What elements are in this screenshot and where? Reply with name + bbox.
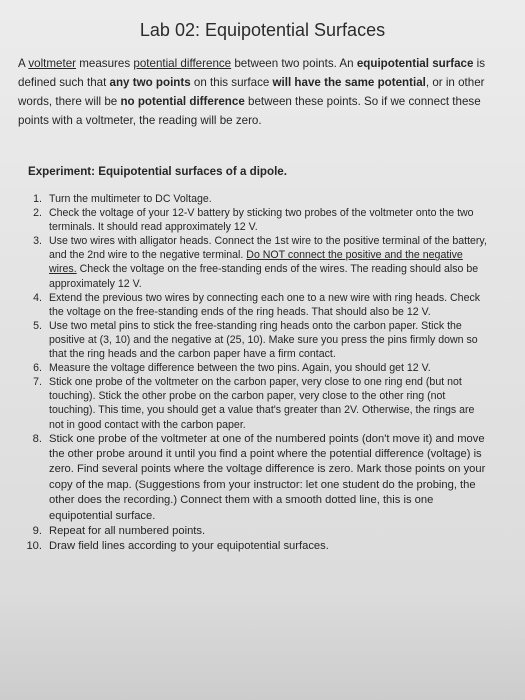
step-number: 8.	[32, 432, 42, 445]
step-text: Stick one probe of the voltmeter on the carbon paper, very close to one ring end (but not touching). Stick the other probe on the carbon paper, very close to the other ring (not touching). This time, you should get a value that's greater than 2V. Otherwise, the rings are not in good contact with the carbon paper.	[49, 376, 475, 431]
step-number: 3.	[33, 235, 42, 248]
intro-text: , or in other words, there will be	[18, 76, 485, 108]
step-number: 1.	[33, 193, 42, 205]
step-item	[20, 524, 490, 539]
step-item	[20, 432, 490, 524]
intro-text: is defined such that	[18, 57, 486, 89]
term-no-potential-difference: no potential difference	[120, 95, 245, 108]
page-title: Lab 02: Equipotential Surfaces	[139, 20, 386, 40]
step-number: 4.	[33, 291, 42, 304]
step-text: Turn the multimeter to DC Voltage.	[49, 193, 212, 205]
step-item	[20, 234, 490, 290]
steps-list	[20, 192, 490, 555]
step-item	[20, 206, 490, 234]
step-text: Measure the voltage difference between the two pins. Again, you should get 12 V.	[49, 362, 431, 375]
step-text: Stick one probe of the voltmeter at one of the numbered points (don't move it) and move the other probe around it until you find a point where the potential difference (voltage) is zero. Find several points where the voltage difference is zero. Mark those points on your copy of the map. (Suggestions from your instructor: let one student do the probing, the other does the recording.) Connect them with a smooth dotted line, this is one equipotential surface.	[49, 432, 486, 522]
term-voltmeter: voltmeter	[28, 57, 77, 70]
intro-text: between two points. An	[231, 57, 357, 70]
intro-text: A	[18, 57, 29, 70]
step-item	[20, 192, 490, 206]
step-warning: Do NOT connect the positive and the negative wires.	[49, 249, 463, 276]
step-number: 7.	[33, 376, 42, 389]
step-item	[20, 291, 490, 319]
step-item	[20, 361, 490, 375]
step-text: Use two metal pins to stick the free-standing ring heads onto the carbon paper. Stick the positive at (3, 10) and the negative at (25, 10). Make sure you press the pins firmly down so that the ring heads and the carbon paper have a firm contact.	[49, 319, 478, 361]
step-number: 6.	[33, 362, 42, 375]
step-number: 2.	[33, 207, 42, 220]
step-text: Draw field lines according to your equipotential surfaces.	[49, 540, 329, 553]
intro-paragraph	[18, 54, 488, 130]
page-shadow	[0, 590, 525, 700]
term-potential-difference: potential difference	[133, 57, 232, 70]
step-text-part: Use two wires with alligator heads. Connect the 1st wire to the positive terminal of the battery, and the 2nd wire to the negative terminal.	[49, 235, 487, 262]
step-text-part: Check the voltage on the free-standing ends of the wires. The reading should also be approximately 12 V.	[49, 263, 479, 290]
step-text: Repeat for all numbered points.	[49, 525, 206, 538]
intro-text: on this surface	[190, 76, 273, 89]
step-item	[20, 319, 490, 361]
step-number: 9.	[32, 525, 42, 538]
intro-text: between these points. So if we connect these points with a voltmeter, the reading will be zero.	[18, 95, 481, 127]
step-text: Extend the previous two wires by connecting each one to a new wire with ring heads. Check the voltage on the free-standing ends of the ring heads. That should also be 12 V.	[49, 291, 481, 318]
step-number: 5.	[33, 319, 42, 332]
experiment-heading: Experiment: Equipotential surfaces of a dipole.	[28, 165, 287, 178]
step-text	[49, 234, 490, 290]
step-item	[20, 539, 490, 554]
step-item	[20, 375, 490, 431]
intro-text: measures	[76, 57, 134, 70]
term-same-potential: will have the same potential	[272, 76, 426, 89]
step-text: Check the voltage of your 12-V battery by sticking two probes of the voltmeter onto the two terminals. It should read approximately 12 V.	[49, 207, 474, 234]
term-equipotential-surface: equipotential surface	[356, 57, 474, 70]
term-any-two-points: any two points	[109, 76, 191, 89]
step-number: 10.	[26, 540, 42, 553]
